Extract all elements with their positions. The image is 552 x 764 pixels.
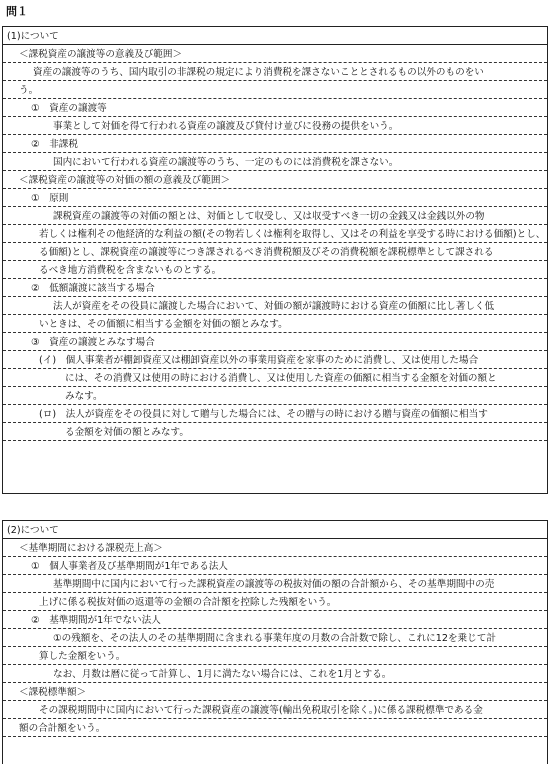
answer-line — [3, 279, 547, 297]
answer-box-part2 — [2, 520, 548, 764]
body-text: 上げに係る税抜対価の返還等の金額の合計額を控除した残額をいう。 — [39, 597, 337, 608]
body-text: には、その消費又は使用の時における消費し、又は使用した資産の価額に相当する金額を対価の額と — [65, 373, 497, 384]
body-text: (ロ) 法人が資産をその役員に対して贈与した場合には、その贈与の時における贈与資産の価額に相当す — [39, 409, 488, 420]
answer-line — [3, 575, 547, 593]
answer-line — [3, 629, 547, 647]
answer-line — [3, 701, 547, 719]
body-text: るべき地方消費税を含まないものとする。 — [39, 265, 222, 276]
answer-line — [3, 225, 547, 243]
answer-line — [3, 171, 547, 189]
answer-box-part1 — [2, 26, 548, 494]
section-heading: ＜基準期間における課税売上高＞ — [19, 543, 163, 554]
body-text: 法人が資産をその役員に譲渡した場合において、対価の額が譲渡時における資産の価額に比し著しく低 — [53, 301, 495, 312]
body-text: る金額を対価の額とみなす。 — [65, 427, 189, 438]
answer-line — [3, 243, 547, 261]
answer-line — [3, 81, 547, 99]
item-heading: ② 基準期間が1年でない法人 — [31, 615, 161, 626]
answer-line — [3, 539, 547, 557]
body-text: う。 — [19, 85, 39, 96]
item-heading: ① 原則 — [31, 193, 69, 204]
answer-line — [3, 369, 547, 387]
answer-line — [3, 423, 547, 441]
section-heading: ＜課税標準額＞ — [19, 687, 87, 698]
answer-line — [3, 117, 547, 135]
answer-line — [3, 153, 547, 171]
body-text: (イ) 個人事業者が棚卸資産又は棚卸資産以外の事業用資産を家事のために消費し、又は使用した場合 — [39, 355, 479, 366]
item-heading: ② 低額譲渡に該当する場合 — [31, 283, 155, 294]
answer-line — [3, 261, 547, 279]
body-text: いときは、その価額に相当する金額を対価の額とみなす。 — [39, 319, 288, 330]
body-text: 課税資産の譲渡等の対価の額とは、対価として収受し、又は収受すべき一切の金銭又は金銭以外の物 — [53, 211, 485, 222]
part2-heading: (2)について — [7, 525, 59, 536]
part1-heading-row — [3, 27, 547, 45]
body-text: る価額)とし、課税資産の譲渡等につき課されるべき消費税額及びその消費税額を課税標準として課される — [39, 247, 494, 258]
answer-line — [3, 683, 547, 701]
body-text: 国内において行われる資産の譲渡等のうち、一定のものには消費税を課さない。 — [53, 157, 399, 168]
answer-line — [3, 333, 547, 351]
body-text: ①の残額を、その法人のその基準期間に含まれる事業年度の月数の合計数で除し、これに12を乗じて計 — [53, 633, 496, 644]
body-text: みなす。 — [65, 391, 103, 402]
answer-line — [3, 665, 547, 683]
item-heading: ① 個人事業者及び基準期間が1年である法人 — [31, 561, 228, 572]
answer-line — [3, 189, 547, 207]
answer-line — [3, 557, 547, 575]
section-heading: ＜課税資産の譲渡等の対価の額の意義及び範囲＞ — [19, 175, 231, 186]
section-heading: ＜課税資産の譲渡等の意義及び範囲＞ — [19, 49, 183, 60]
answer-line — [3, 315, 547, 333]
answer-line — [3, 45, 547, 63]
answer-line — [3, 405, 547, 423]
body-text: その課税期間中に国内において行った課税資産の譲渡等(輸出免税取引を除く。)に係る課税標準である金 — [39, 705, 483, 716]
answer-line — [3, 351, 547, 369]
answer-line — [3, 63, 547, 81]
part1-heading: (1)について — [7, 31, 59, 42]
answer-line — [3, 135, 547, 153]
part2-heading-row — [3, 521, 547, 539]
item-heading: ③ 資産の譲渡とみなす場合 — [31, 337, 155, 348]
answer-line — [3, 99, 547, 117]
item-heading: ① 資産の譲渡等 — [31, 103, 107, 114]
body-text: 若しくは権利その他経済的な利益の額(その物若しくは権利を取得し、又はその利益を享受する時における価額)とし、 — [39, 229, 546, 240]
body-text: 基準期間中に国内において行った課税資産の譲渡等の税抜対価の額の合計額から、その基準期間中の売 — [53, 579, 495, 590]
body-text: 事業として対価を得て行われる資産の譲渡及び貸付け並びに役務の提供をいう。 — [53, 121, 399, 132]
answer-line — [3, 719, 547, 737]
answer-line — [3, 207, 547, 225]
answer-line — [3, 297, 547, 315]
question-title: 問１ — [6, 5, 28, 18]
body-text: 資産の譲渡等のうち、国内取引の非課税の規定により消費税を課さないこととされるもの以外のものをい — [33, 67, 484, 78]
body-text: 算した金額をいう。 — [39, 651, 126, 662]
answer-line — [3, 387, 547, 405]
body-text: 額の合計額をいう。 — [19, 723, 106, 734]
answer-line — [3, 647, 547, 665]
answer-line — [3, 611, 547, 629]
body-text: なお、月数は暦に従って計算し、1月に満たない場合には、これを1月とする。 — [53, 669, 392, 680]
item-heading: ② 非課税 — [31, 139, 78, 150]
answer-line — [3, 593, 547, 611]
